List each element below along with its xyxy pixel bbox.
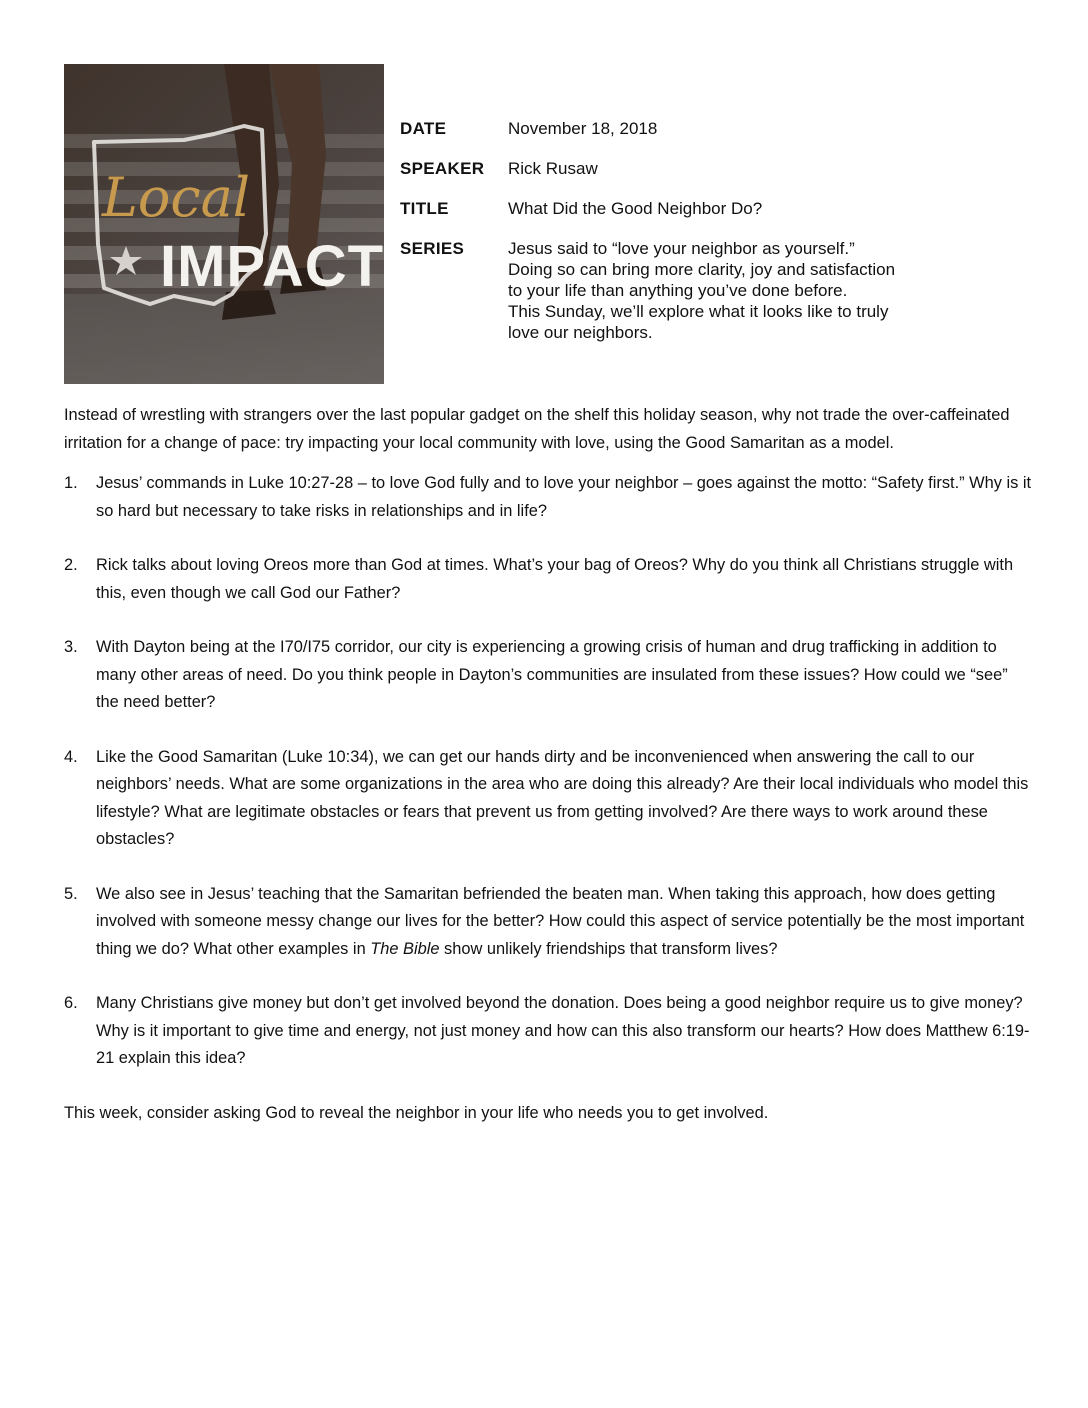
question-text: Like the Good Samaritan (Luke 10:34), we can get our hands dirty and be inconvenienced when answering the call to our neighbors’ needs. What are some organizations in the area who are doing this already? Are their local individuals who model this lifestyle? What are legitimate obstacles or fears that prevent us from getting involved? Are there ways to work around these obstacles? bbox=[96, 747, 1029, 848]
question-text: Rick talks about loving Oreos more than God at times. What’s your bag of Oreos? Why do you think all Christians struggle with this, even though we call God our Father? bbox=[96, 556, 1014, 602]
svg-text:IMPACT: IMPACT bbox=[160, 234, 384, 299]
question-item bbox=[64, 744, 1034, 854]
discussion-guide bbox=[64, 402, 1034, 1127]
question-item bbox=[64, 881, 1034, 964]
series-line: Doing so can bring more clarity, joy and satisfaction bbox=[508, 260, 896, 279]
question-number: 6. bbox=[64, 994, 78, 1012]
series-line: love our neighbors. bbox=[508, 323, 653, 342]
question-item bbox=[64, 634, 1034, 717]
series-line: This Sunday, we’ll explore what it looks like to truly bbox=[508, 302, 889, 321]
bible-title: The Bible bbox=[370, 939, 440, 958]
title-label: TITLE bbox=[400, 199, 449, 218]
question-text: Jesus’ commands in Luke 10:27-28 – to love God fully and to love your neighbor – goes against the motto: “Safety first.” Why is it so hard but necessary to take risks in relationships and in life? bbox=[96, 474, 1032, 520]
question-text-part: show unlikely friendships that transform lives? bbox=[439, 939, 778, 958]
question-list bbox=[64, 470, 1034, 1073]
date-row bbox=[400, 118, 1000, 139]
hero-image bbox=[64, 64, 384, 384]
speaker-value: Rick Rusaw bbox=[508, 159, 598, 178]
speaker-row bbox=[400, 158, 1000, 179]
question-number: 4. bbox=[64, 747, 78, 766]
series-row bbox=[400, 238, 1000, 343]
series-line: to your life than anything you’ve done before. bbox=[508, 281, 848, 300]
question-text: With Dayton being at the I70/I75 corridor, our city is experiencing a growing crisis of human and drug trafficking in addition to many other areas of need. Do you think people in Dayton’s communities are insulated from these issues? How could we “see” the need better? bbox=[96, 638, 1008, 711]
question-text: Many Christians give money but don’t get involved beyond the donation. Does being a good neighbor require us to give money? Why is it important to give time and energy, not just money and how can this also transform our hearts? How does Matthew 6:19-21 explain this idea? bbox=[96, 994, 1030, 1067]
svg-text:Local: Local bbox=[102, 166, 251, 229]
series-line: Jesus said to “love your neighbor as yourself.” bbox=[508, 239, 855, 258]
question-number: 2. bbox=[64, 556, 78, 574]
sermon-meta bbox=[400, 118, 1000, 362]
question-number: 3. bbox=[64, 638, 78, 656]
date-value: November 18, 2018 bbox=[508, 119, 658, 138]
question-item bbox=[64, 470, 1034, 525]
question-number: 1. bbox=[64, 474, 78, 492]
question-item bbox=[64, 990, 1034, 1073]
local-impact-logo-graphic bbox=[64, 64, 384, 384]
question-text-part: We also see in Jesus’ teaching that the Samaritan befriended the beaten man. When taking this approach, how does getting involved with someone messy change our lives for the better? How could this aspect of service potentially be the most important thing we do? What other examples in bbox=[96, 884, 1025, 958]
question-text bbox=[96, 881, 1034, 964]
date-label: DATE bbox=[400, 119, 447, 138]
title-value: What Did the Good Neighbor Do? bbox=[508, 199, 763, 218]
speaker-label: SPEAKER bbox=[400, 159, 485, 178]
series-description bbox=[508, 238, 1000, 343]
series-label: SERIES bbox=[400, 239, 465, 258]
title-row bbox=[400, 198, 1000, 219]
intro-paragraph: Instead of wrestling with strangers over the last popular gadget on the shelf this holiday season, why not trade the over-caffeinated irritation for a change of pace: try impacting your local community with love, using the Good Samaritan as a model. bbox=[64, 406, 1010, 452]
question-item bbox=[64, 552, 1034, 607]
closing-paragraph: This week, consider asking God to reveal the neighbor in your life who needs you to get involved. bbox=[64, 1103, 769, 1122]
question-number: 5. bbox=[64, 884, 78, 903]
